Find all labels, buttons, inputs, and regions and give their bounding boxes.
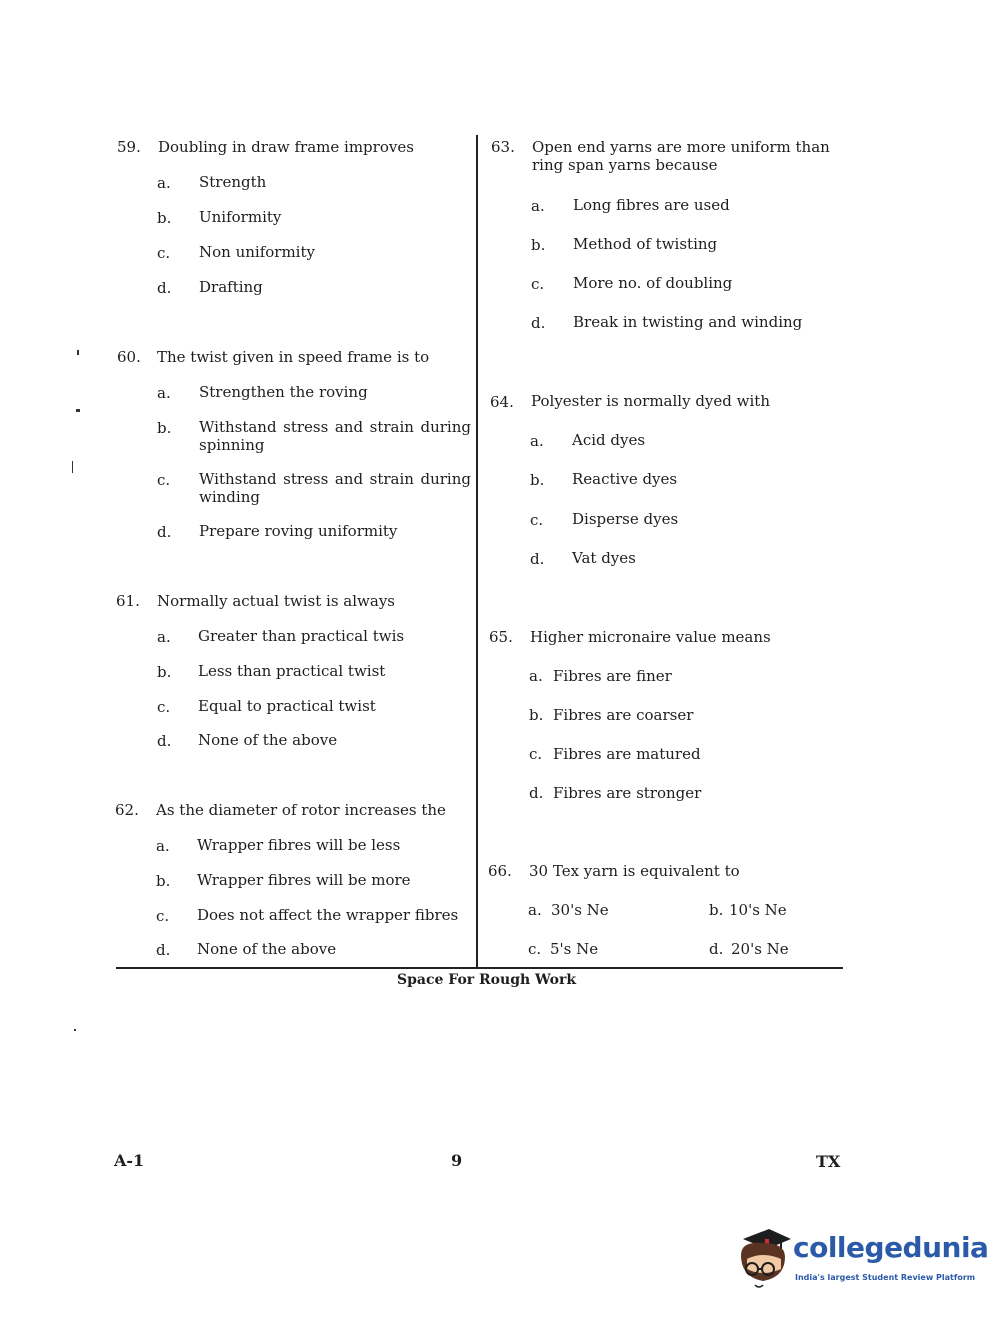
- option-letter: a.: [157, 174, 171, 192]
- option-letter: c.: [157, 698, 171, 716]
- option-text: Does not affect the wrapper fibres: [197, 906, 459, 924]
- option-letter: b.: [157, 663, 172, 681]
- option-text: None of the above: [198, 731, 338, 749]
- option-text: 5's Ne: [550, 940, 599, 958]
- option-text: Vat dyes: [572, 549, 636, 567]
- bottom-rule: [116, 967, 843, 969]
- question-number: 66.: [488, 862, 512, 880]
- option-letter: a.: [528, 901, 542, 919]
- option-text: Less than practical twist: [198, 662, 386, 680]
- option-letter: c.: [528, 940, 542, 958]
- option-text: Greater than practical twis: [198, 627, 405, 645]
- option-letter: d.: [157, 279, 172, 297]
- mascot-icon: [735, 1225, 793, 1291]
- page-number: 9: [451, 1151, 463, 1170]
- question-number: 62.: [115, 801, 139, 819]
- option-text: Method of twisting: [573, 235, 718, 253]
- footer-code: A-1: [114, 1151, 145, 1170]
- option-text: Drafting: [199, 278, 263, 296]
- option-text: 20's Ne: [731, 940, 789, 958]
- option-letter: b.: [157, 209, 172, 227]
- option-letter: c.: [531, 275, 545, 293]
- option-text: More no. of doubling: [573, 274, 733, 292]
- question-text: Polyester is normally dyed with: [531, 392, 770, 410]
- scan-speck: [74, 1029, 76, 1031]
- scan-speck: [72, 461, 73, 473]
- option-text: Break in twisting and winding: [573, 313, 803, 331]
- option-letter: b.: [529, 706, 544, 724]
- question-text: 30 Tex yarn is equivalent to: [529, 862, 740, 880]
- option-text: Long fibres are used: [573, 196, 730, 214]
- option-text: Prepare roving uniformity: [199, 522, 398, 540]
- option-letter: a.: [529, 667, 543, 685]
- option-text: Fibres are matured: [553, 745, 701, 763]
- question-number: 64.: [490, 393, 514, 411]
- brand-tagline: India's largest Student Review Platform: [795, 1273, 976, 1282]
- option-text: Withstand stress and strain during winding: [199, 470, 471, 506]
- column-divider: [476, 135, 478, 967]
- question-text: As the diameter of rotor increases the: [156, 801, 446, 819]
- question-text: The twist given in speed frame is to: [157, 348, 430, 366]
- option-letter: b.: [530, 471, 545, 489]
- option-text: Strengthen the roving: [199, 383, 368, 401]
- question-number: 61.: [116, 592, 140, 610]
- question-text: Doubling in draw frame improves: [158, 138, 414, 156]
- option-letter: a.: [531, 197, 545, 215]
- question-number: 63.: [491, 138, 515, 156]
- option-text: Withstand stress and strain during spinning: [199, 418, 471, 454]
- question-text: Open end yarns are more uniform than ring span yarns because: [532, 138, 830, 174]
- option-text: Non uniformity: [199, 243, 315, 261]
- question-number: 59.: [117, 138, 141, 156]
- option-letter: a.: [156, 837, 170, 855]
- option-text: Fibres are stronger: [553, 784, 702, 802]
- option-text: Uniformity: [199, 208, 282, 226]
- option-letter: d.: [156, 941, 171, 959]
- option-letter: d.: [530, 550, 545, 568]
- option-letter: d.: [531, 314, 546, 332]
- option-letter: b.: [157, 419, 172, 437]
- option-letter: d.: [157, 732, 172, 750]
- option-letter: a.: [157, 628, 171, 646]
- option-text: Fibres are finer: [553, 667, 672, 685]
- option-text: Equal to practical twist: [198, 697, 376, 715]
- option-letter: c.: [529, 745, 543, 763]
- option-text: 30's Ne: [551, 901, 609, 919]
- rough-work-label: Space For Rough Work: [397, 972, 577, 988]
- brand-name: collegedunia: [793, 1231, 989, 1264]
- option-text: Disperse dyes: [572, 510, 679, 528]
- question-text: Normally actual twist is always: [157, 592, 395, 610]
- option-text: Wrapper fibres will be more: [197, 871, 411, 889]
- option-letter: d.: [529, 784, 544, 802]
- option-letter: a.: [157, 384, 171, 402]
- question-text: Higher micronaire value means: [530, 628, 771, 646]
- option-letter: c.: [530, 511, 544, 529]
- option-text: Fibres are coarser: [553, 706, 694, 724]
- option-letter: c.: [157, 471, 171, 489]
- option-letter: c.: [156, 907, 170, 925]
- scan-speck: [76, 409, 80, 412]
- option-text: Acid dyes: [572, 431, 646, 449]
- option-letter: b.: [709, 901, 724, 919]
- option-text: 10's Ne: [729, 901, 787, 919]
- footer-subject: TX: [816, 1152, 841, 1171]
- option-text: Reactive dyes: [572, 470, 678, 488]
- option-letter: c.: [157, 244, 171, 262]
- option-letter: b.: [531, 236, 546, 254]
- scan-speck: [77, 350, 79, 355]
- question-number: 60.: [117, 348, 141, 366]
- option-text: Wrapper fibres will be less: [197, 836, 401, 854]
- option-text: None of the above: [197, 940, 337, 958]
- question-number: 65.: [489, 628, 513, 646]
- option-text: Strength: [199, 173, 267, 191]
- option-letter: a.: [530, 432, 544, 450]
- collegedunia-watermark: [735, 1225, 989, 1291]
- option-letter: d.: [709, 940, 724, 958]
- option-letter: d.: [157, 523, 172, 541]
- option-letter: b.: [156, 872, 171, 890]
